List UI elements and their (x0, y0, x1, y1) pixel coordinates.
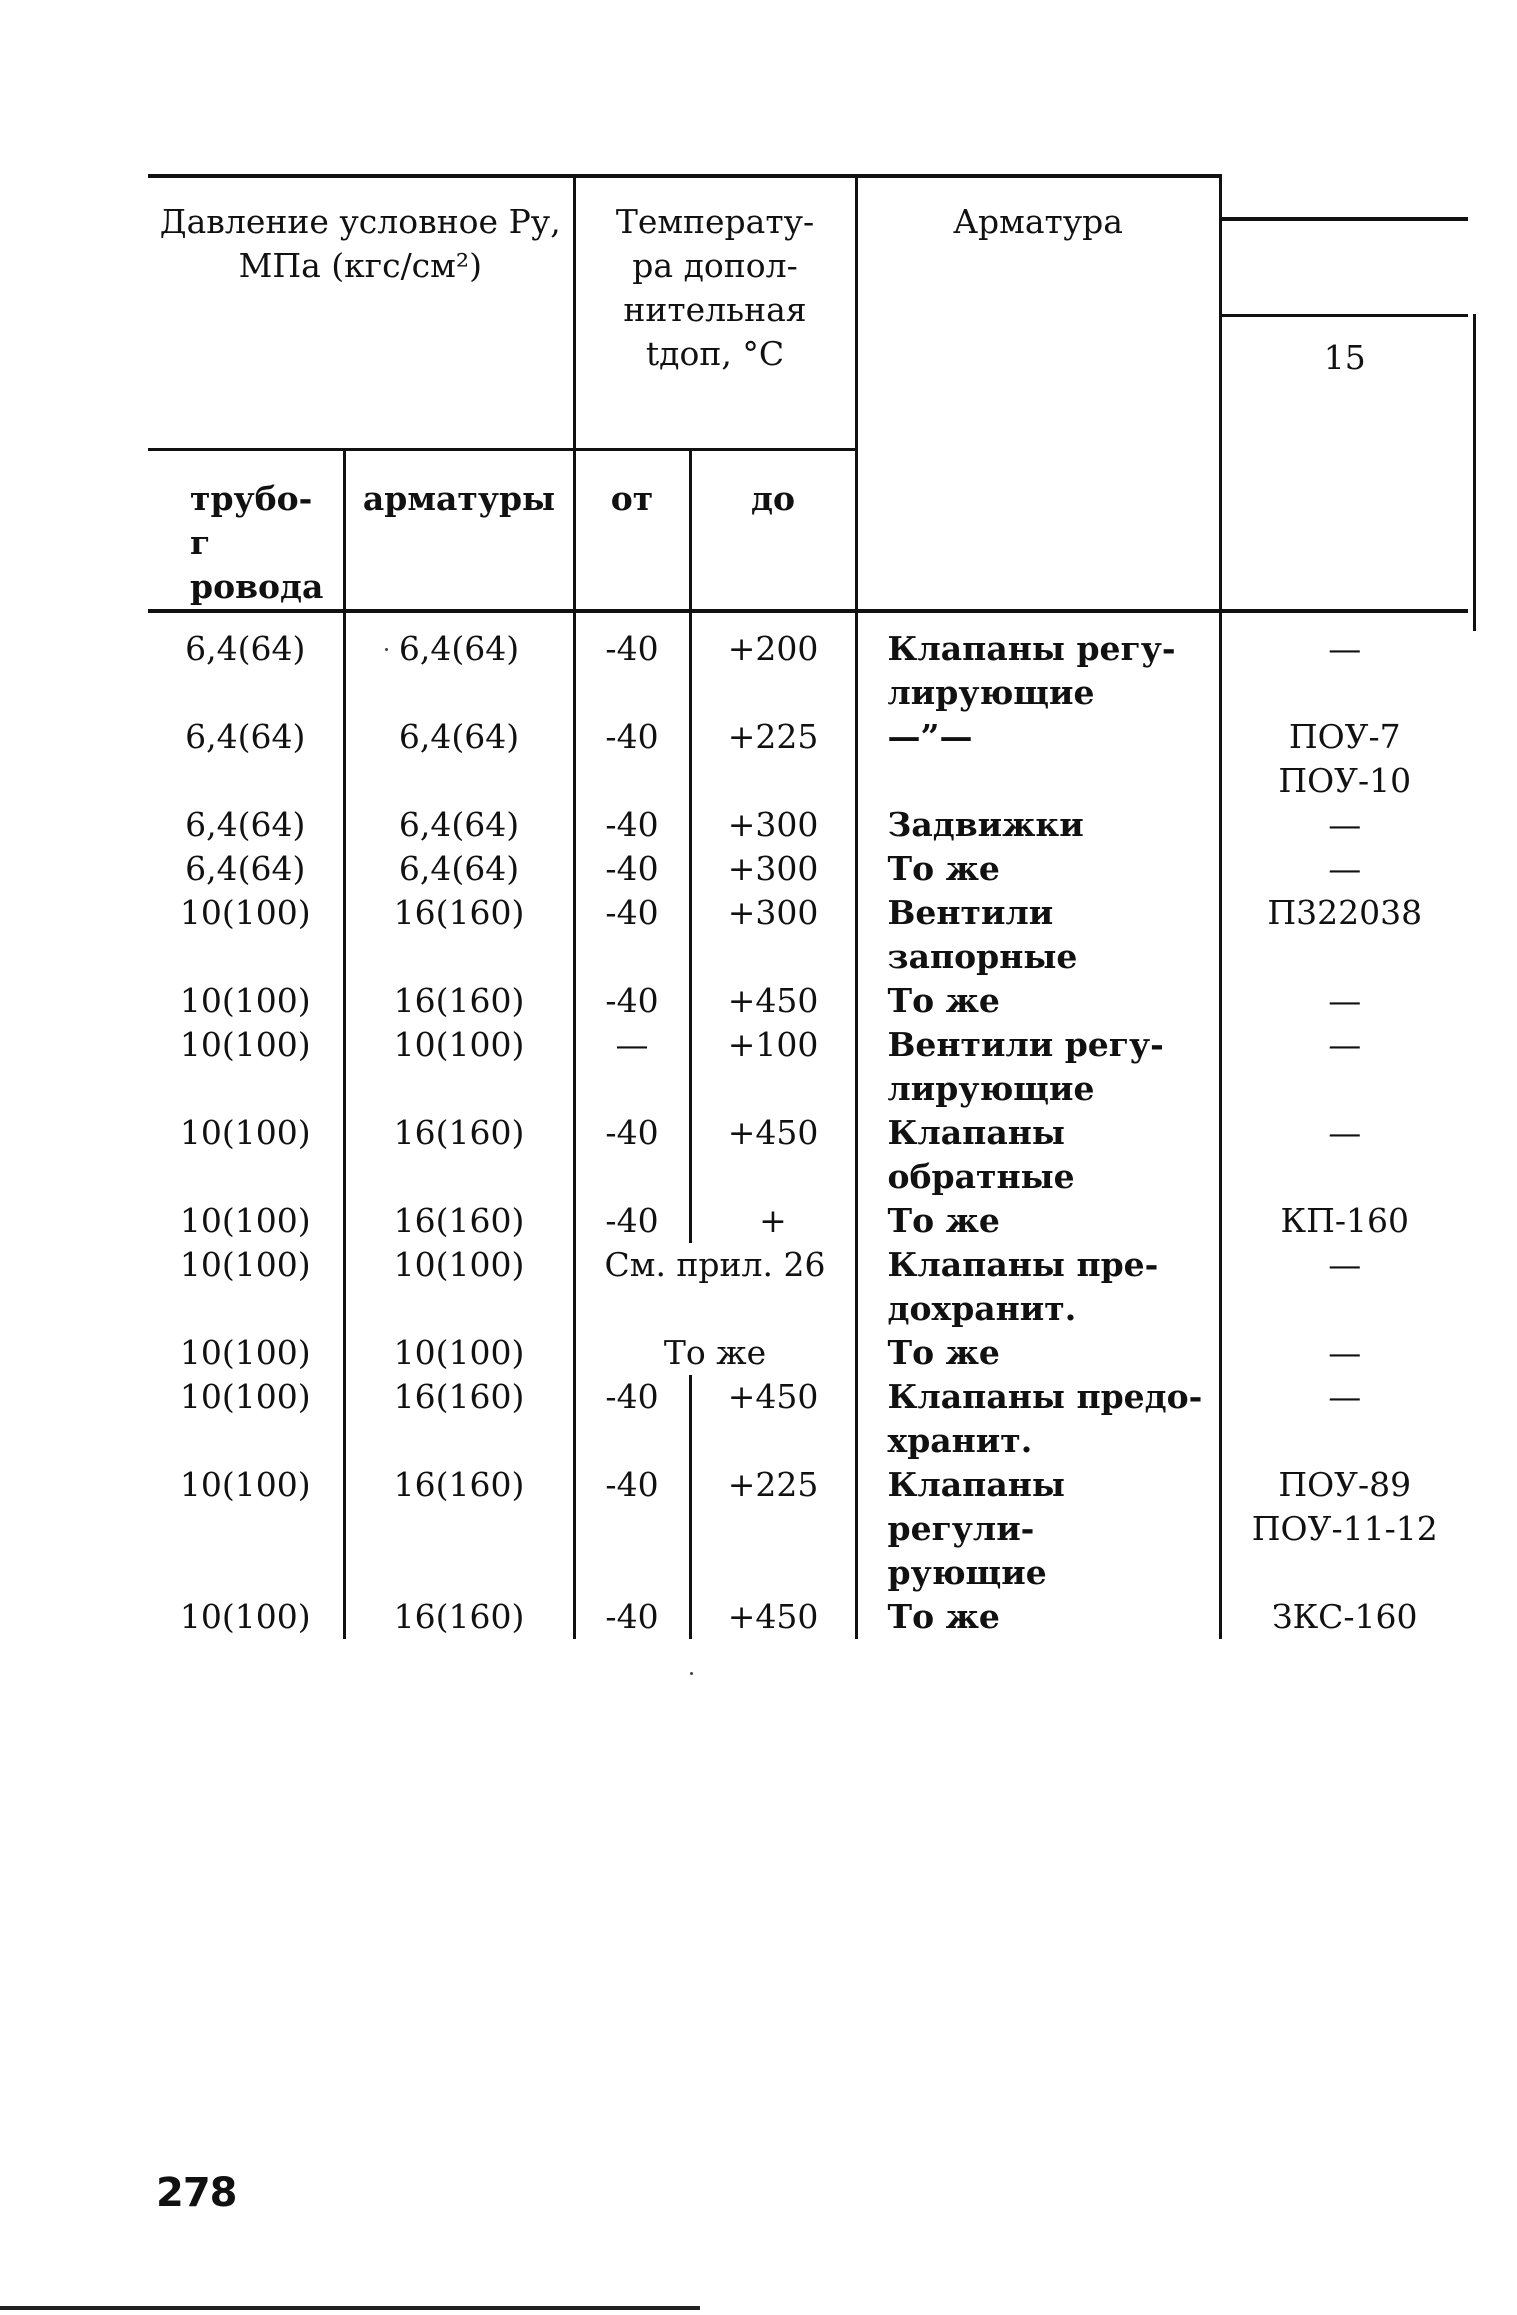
cell-temp-to: +100 (690, 1023, 856, 1111)
header-pressure: Давление условное Ру, МПа (кгс/см²) (148, 176, 574, 450)
cell-pipeline-pressure: 10(100) (148, 891, 344, 979)
cell-temp-from: -40 (574, 1111, 690, 1199)
cell-fitting-name: Клапаны регу- лирующие (856, 611, 1220, 715)
cell-temp-from: -40 (574, 715, 690, 803)
bottom-rule (0, 2306, 700, 2310)
size-15-label: 15 (1323, 338, 1366, 377)
cell-temp-from: -40 (574, 803, 690, 847)
cell-fitting-code: КП-160 (1280, 1201, 1409, 1240)
cell-fitting-pressure: 16(160) (344, 979, 574, 1023)
cell-fitting-code: — (1328, 849, 1362, 888)
cell-temp-to: +450 (690, 1595, 856, 1639)
cell-fitting-name: То же (856, 1199, 1220, 1243)
table-row (148, 715, 1468, 803)
cell-fitting-code: — (1328, 1377, 1362, 1416)
cell-fitting-name: —”— (856, 715, 1220, 803)
cell-fitting-code: — (1328, 805, 1362, 844)
cell-fitting-name: Вентили запорные (856, 891, 1220, 979)
cell-pipeline-pressure: 6,4(64) (148, 847, 344, 891)
table-body (148, 611, 1468, 1639)
cell-temp-to: +225 (690, 715, 856, 803)
table-row (148, 1243, 1468, 1331)
cell-fitting-pressure: 16(160) (344, 1199, 574, 1243)
print-speck (385, 648, 388, 651)
cell-fitting-name: То же (856, 1595, 1220, 1639)
cell-pipeline-pressure: 10(100) (148, 1111, 344, 1199)
cell-fitting-code: — (1328, 1245, 1362, 1284)
cell-fitting-name: Клапаны предо- хранит. (856, 1375, 1220, 1463)
cell-fitting-name: То же (856, 1331, 1220, 1375)
cell-temp-from: -40 (574, 847, 690, 891)
cell-fitting-pressure: 16(160) (344, 1463, 574, 1595)
cell-temp-from: — (574, 1023, 690, 1111)
header-temperature: Температу- ра допол- нительная tдоп, °С (574, 176, 856, 450)
cell-fitting-pressure: 16(160) (344, 891, 574, 979)
cell-fitting-pressure: 10(100) (344, 1023, 574, 1111)
cell-fitting-name: То же (856, 847, 1220, 891)
table-row (148, 1595, 1468, 1639)
table-row (148, 847, 1468, 891)
cell-temp-to: +300 (690, 891, 856, 979)
cell-fitting-pressure: 10(100) (344, 1243, 574, 1331)
table-row (148, 1111, 1468, 1199)
header-fitting: Арматура (856, 176, 1220, 611)
cell-fitting-code: — (1220, 611, 1468, 715)
cell-temperature-note: См. прил. 26 (574, 1243, 856, 1331)
cell-fitting-pressure: 6,4(64) (344, 611, 574, 715)
table-row (148, 891, 1468, 979)
cell-fitting-pressure: 10(100) (344, 1331, 574, 1375)
cell-temp-from: -40 (574, 611, 690, 715)
cell-temperature-note: То же (574, 1331, 856, 1375)
header-pipeline: трубо- г ровода (148, 450, 344, 612)
cell-temp-to: +300 (690, 803, 856, 847)
cell-fitting-name: Задвижки (856, 803, 1220, 847)
cell-fitting-name: Клапаны пре- дохранит. (856, 1243, 1220, 1331)
page-number: 278 (156, 2170, 237, 2216)
cell-fitting-code: — (1328, 981, 1362, 1020)
table-row (148, 1199, 1468, 1243)
cell-temp-to: + (690, 1199, 856, 1243)
table-row (148, 611, 1468, 715)
cell-pipeline-pressure: 10(100) (148, 1199, 344, 1243)
cell-fitting-code: — (1328, 1113, 1362, 1152)
cell-pipeline-pressure: 6,4(64) (148, 611, 344, 715)
cell-temp-to: +300 (690, 847, 856, 891)
cell-fitting-name: То же (856, 979, 1220, 1023)
cell-pipeline-pressure: 10(100) (148, 1023, 344, 1111)
cell-fitting-pressure: 16(160) (344, 1595, 574, 1639)
cell-fitting-pressure: 6,4(64) (344, 803, 574, 847)
cell-temp-from: -40 (574, 1595, 690, 1639)
cell-fitting-code: — (1328, 1025, 1362, 1064)
header-temp-from: от (574, 450, 690, 612)
cell-temp-to: +225 (690, 1463, 856, 1595)
cell-temp-from: -40 (574, 1463, 690, 1595)
table-row (148, 979, 1468, 1023)
cell-fitting-pressure: 16(160) (344, 1111, 574, 1199)
cell-fitting-code: — (1328, 1333, 1362, 1372)
cell-temp-to: +450 (690, 1111, 856, 1199)
cell-temp-to: +200 (690, 611, 856, 715)
table-row (148, 1463, 1468, 1595)
cell-fitting-pressure: 16(160) (344, 1375, 574, 1463)
cell-temp-from: -40 (574, 1199, 690, 1243)
cell-fitting-name: Клапаны обратные (856, 1111, 1220, 1199)
cell-fitting-code: П322038 (1267, 893, 1423, 932)
cell-pipeline-pressure: 10(100) (148, 979, 344, 1023)
cell-pipeline-pressure: 10(100) (148, 1331, 344, 1375)
cell-fitting-code: ПОУ-89 ПОУ-11-12 (1251, 1465, 1438, 1548)
cell-fitting-pressure: 6,4(64) (344, 847, 574, 891)
cell-fitting-code: ПОУ-7 ПОУ-10 (1278, 717, 1412, 800)
cell-temp-from: -40 (574, 979, 690, 1023)
cell-fitting-code: ЗКС-160 (1272, 1597, 1418, 1636)
header-top-rule (1222, 217, 1469, 221)
header-temp-to: до (690, 450, 856, 612)
cell-temp-to: +450 (690, 979, 856, 1023)
cell-pipeline-pressure: 10(100) (148, 1243, 344, 1331)
cell-temp-from: -40 (574, 891, 690, 979)
cell-pipeline-pressure: 6,4(64) (148, 715, 344, 803)
cell-pipeline-pressure: 10(100) (148, 1463, 344, 1595)
header-right-rule (1473, 314, 1476, 631)
cell-fitting-name: Клапаны регули- рующие (856, 1463, 1220, 1595)
cell-fitting-name: Вентили регу- лирующие (856, 1023, 1220, 1111)
cell-temp-from: -40 (574, 1375, 690, 1463)
cell-pipeline-pressure: 6,4(64) (148, 803, 344, 847)
table-row (148, 1023, 1468, 1111)
header-fitting-pressure: арматуры (344, 450, 574, 612)
cell-fitting-pressure: 6,4(64) (344, 715, 574, 803)
cell-pipeline-pressure: 10(100) (148, 1595, 344, 1639)
fittings-table (148, 174, 1468, 1639)
table-row (148, 803, 1468, 847)
table-row (148, 1331, 1468, 1375)
header-sub-rule (1222, 314, 1469, 317)
print-speck (690, 1672, 693, 1675)
header-size-15 (1220, 176, 1468, 611)
cell-temp-to: +450 (690, 1375, 856, 1463)
cell-pipeline-pressure: 10(100) (148, 1375, 344, 1463)
table-row (148, 1375, 1468, 1463)
